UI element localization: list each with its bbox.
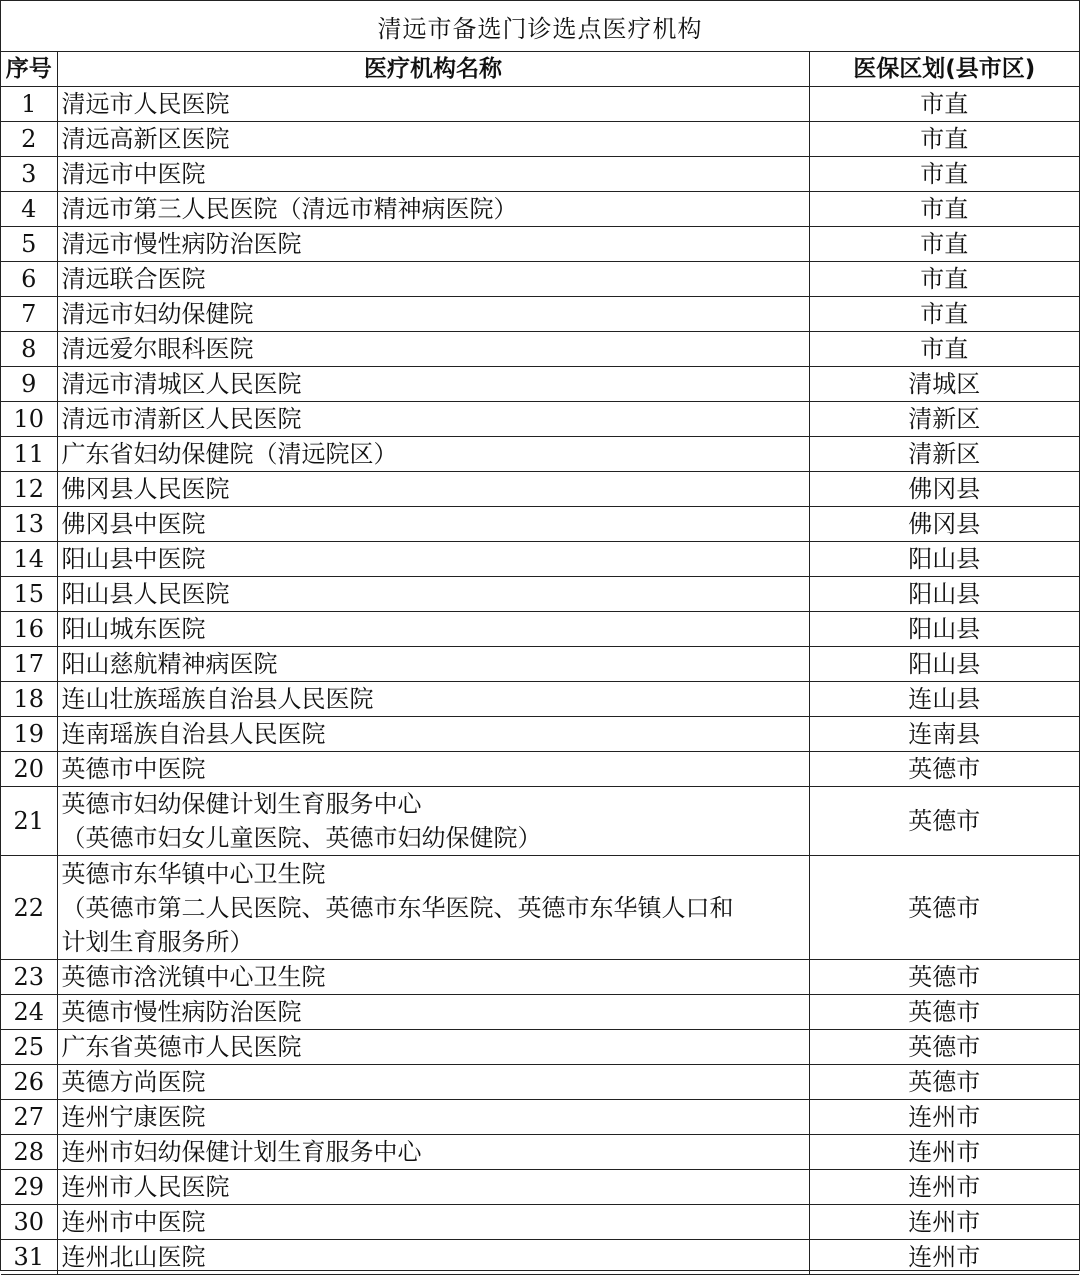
- institution-name-line: 清远联合医院: [61, 265, 206, 293]
- insurance-district: 连州市: [809, 1170, 1079, 1205]
- insurance-district: 英德市: [809, 1030, 1079, 1065]
- institution-name-line: 佛冈县人民医院: [61, 475, 230, 503]
- institution-name-line: 广东省妇幼保健院（清远院区）: [61, 440, 398, 468]
- institution-name-line: 广东省英德市人民医院: [61, 1033, 302, 1061]
- row-number: 2: [1, 122, 57, 157]
- institution-name-line: 英德市中医院: [61, 755, 206, 783]
- institution-name: [57, 856, 809, 960]
- institution-name-line: 清远市慢性病防治医院: [61, 230, 302, 258]
- table-row: [1, 1135, 1079, 1170]
- row-number: 26: [1, 1065, 57, 1100]
- row-number: 16: [1, 612, 57, 647]
- insurance-district: 市直: [809, 332, 1079, 367]
- insurance-district: 英德市: [809, 752, 1079, 787]
- row-number: 10: [1, 402, 57, 437]
- institution-name-line: 清远市第三人民医院（清远市精神病医院）: [61, 195, 518, 223]
- table-row: [1, 1030, 1079, 1065]
- institution-name: [57, 437, 809, 472]
- insurance-district: 阳山县: [809, 647, 1079, 682]
- institution-name: [57, 1135, 809, 1170]
- table-row: [1, 507, 1079, 542]
- table-row: [1, 122, 1079, 157]
- row-number: 27: [1, 1100, 57, 1135]
- institution-name: [57, 367, 809, 402]
- row-number: 4: [1, 192, 57, 227]
- institution-name: [57, 960, 809, 995]
- institution-table: [1, 52, 1079, 1275]
- table-row: [1, 1240, 1079, 1275]
- institution-name: [57, 157, 809, 192]
- table-row: [1, 717, 1079, 752]
- insurance-district: 连山县: [809, 682, 1079, 717]
- institution-name: [57, 612, 809, 647]
- row-number: 30: [1, 1205, 57, 1240]
- header-row: [1, 52, 1079, 87]
- table-row: [1, 612, 1079, 647]
- institution-name-line: 计划生育服务所）: [61, 927, 254, 956]
- header-name: 医疗机构名称: [57, 52, 809, 87]
- institution-name: [57, 472, 809, 507]
- insurance-district: 阳山县: [809, 577, 1079, 612]
- insurance-district: 清新区: [809, 402, 1079, 437]
- institution-name: [57, 717, 809, 752]
- header-num: 序号: [1, 52, 57, 87]
- insurance-district: 连州市: [809, 1135, 1079, 1170]
- table-row: [1, 995, 1079, 1030]
- row-number: 6: [1, 262, 57, 297]
- table-row: [1, 577, 1079, 612]
- institution-name-line: （英德市妇女儿童医院、英德市妇幼保健院）: [61, 824, 542, 852]
- table-row: [1, 752, 1079, 787]
- institution-name: [57, 787, 809, 856]
- institution-name-line: 连州宁康医院: [61, 1103, 206, 1131]
- institution-name: [57, 402, 809, 437]
- insurance-district: 市直: [809, 157, 1079, 192]
- insurance-district: 英德市: [809, 1065, 1079, 1100]
- institution-name-line: 清远市中医院: [61, 160, 206, 188]
- institution-name: [57, 682, 809, 717]
- row-number: 29: [1, 1170, 57, 1205]
- institution-name-line: 阳山城东医院: [61, 615, 206, 643]
- institution-name-line: 连州北山医院: [61, 1243, 206, 1271]
- table-row: [1, 297, 1079, 332]
- insurance-district: 市直: [809, 122, 1079, 157]
- row-number: 13: [1, 507, 57, 542]
- insurance-district: 佛冈县: [809, 507, 1079, 542]
- table-body: [1, 87, 1079, 1275]
- row-number: 3: [1, 157, 57, 192]
- table-row: [1, 472, 1079, 507]
- insurance-district: 阳山县: [809, 612, 1079, 647]
- institution-name-line: 连南瑶族自治县人民医院: [61, 720, 326, 748]
- table-row: [1, 157, 1079, 192]
- institution-name-line: 英德方尚医院: [61, 1068, 206, 1096]
- table-row: [1, 1065, 1079, 1100]
- table-row: [1, 367, 1079, 402]
- table-row: [1, 87, 1079, 122]
- institution-name: [57, 192, 809, 227]
- institution-name: [57, 1100, 809, 1135]
- row-number: 21: [1, 787, 57, 856]
- institution-name-line: 英德市妇幼保健计划生育服务中心: [61, 790, 422, 818]
- insurance-district: 英德市: [809, 856, 1079, 960]
- institution-name-line: 英德市浛洸镇中心卫生院: [61, 963, 326, 991]
- institution-name: [57, 1170, 809, 1205]
- institution-name: [57, 227, 809, 262]
- row-number: 14: [1, 542, 57, 577]
- institution-name-line: 清远市妇幼保健院: [61, 300, 254, 328]
- row-number: 7: [1, 297, 57, 332]
- row-number: 24: [1, 995, 57, 1030]
- row-number: 1: [1, 87, 57, 122]
- institution-name-line: 阳山慈航精神病医院: [61, 650, 278, 678]
- institution-name-line: 清远高新区医院: [61, 125, 230, 153]
- table-row: [1, 856, 1079, 960]
- institution-name: [57, 577, 809, 612]
- row-number: 22: [1, 856, 57, 960]
- row-number: 28: [1, 1135, 57, 1170]
- institution-name-line: 阳山县中医院: [61, 545, 206, 573]
- row-number: 11: [1, 437, 57, 472]
- table-row: [1, 262, 1079, 297]
- table-row: [1, 960, 1079, 995]
- row-number: 25: [1, 1030, 57, 1065]
- institution-name: [57, 507, 809, 542]
- insurance-district: 英德市: [809, 960, 1079, 995]
- table-row: [1, 647, 1079, 682]
- institution-name-line: 清远市人民医院: [61, 90, 230, 118]
- row-number: 8: [1, 332, 57, 367]
- table-row: [1, 437, 1079, 472]
- table-row: [1, 1100, 1079, 1135]
- institution-name: [57, 297, 809, 332]
- row-number: 19: [1, 717, 57, 752]
- institution-name: [57, 542, 809, 577]
- row-number: 18: [1, 682, 57, 717]
- institution-name-line: 佛冈县中医院: [61, 510, 206, 538]
- insurance-district: 阳山县: [809, 542, 1079, 577]
- institution-name-line: 连州市中医院: [61, 1208, 206, 1236]
- institution-name: [57, 262, 809, 297]
- table-row: [1, 332, 1079, 367]
- insurance-district: 市直: [809, 262, 1079, 297]
- institution-name-line: 英德市东华镇中心卫生院: [61, 859, 326, 888]
- row-number: 15: [1, 577, 57, 612]
- table-row: [1, 192, 1079, 227]
- insurance-district: 市直: [809, 227, 1079, 262]
- header-area: 医保区划(县市区): [809, 52, 1079, 87]
- insurance-district: 连州市: [809, 1240, 1079, 1275]
- institution-name: [57, 995, 809, 1030]
- institution-name: [57, 122, 809, 157]
- insurance-district: 连州市: [809, 1100, 1079, 1135]
- institution-name-line: 连州市妇幼保健计划生育服务中心: [61, 1138, 422, 1166]
- table-row: [1, 682, 1079, 717]
- institution-name: [57, 1240, 809, 1275]
- institution-name: [57, 1065, 809, 1100]
- row-number: 23: [1, 960, 57, 995]
- insurance-district: 连南县: [809, 717, 1079, 752]
- institution-name: [57, 1030, 809, 1065]
- table-row: [1, 1205, 1079, 1240]
- institution-name-line: 清远爱尔眼科医院: [61, 335, 254, 363]
- insurance-district: 连州市: [809, 1205, 1079, 1240]
- table-row: [1, 542, 1079, 577]
- institution-name-line: 英德市慢性病防治医院: [61, 998, 302, 1026]
- institution-name-line: 连山壮族瑶族自治县人民医院: [61, 685, 374, 713]
- insurance-district: 市直: [809, 87, 1079, 122]
- institution-name: [57, 752, 809, 787]
- institution-name-line: 清远市清新区人民医院: [61, 405, 302, 433]
- insurance-district: 英德市: [809, 995, 1079, 1030]
- table-title: 清远市备选门诊选点医疗机构: [1, 1, 1079, 52]
- institution-name-line: 清远市清城区人民医院: [61, 370, 302, 398]
- table-row: [1, 402, 1079, 437]
- institution-name-line: （英德市第二人民医院、英德市东华医院、英德市东华镇人口和: [61, 893, 734, 922]
- row-number: 9: [1, 367, 57, 402]
- insurance-district: 清新区: [809, 437, 1079, 472]
- insurance-district: 佛冈县: [809, 472, 1079, 507]
- row-number: 12: [1, 472, 57, 507]
- institution-name-line: 连州市人民医院: [61, 1173, 230, 1201]
- table-row: [1, 227, 1079, 262]
- insurance-district: 市直: [809, 192, 1079, 227]
- row-number: 17: [1, 647, 57, 682]
- insurance-district: 市直: [809, 297, 1079, 332]
- institution-name-line: 阳山县人民医院: [61, 580, 230, 608]
- row-number: 5: [1, 227, 57, 262]
- row-number: 31: [1, 1240, 57, 1275]
- institution-name: [57, 332, 809, 367]
- insurance-district: 英德市: [809, 787, 1079, 856]
- row-number: 20: [1, 752, 57, 787]
- table-row: [1, 1170, 1079, 1205]
- insurance-district: 清城区: [809, 367, 1079, 402]
- institution-name: [57, 1205, 809, 1240]
- institution-name: [57, 647, 809, 682]
- institution-name: [57, 87, 809, 122]
- table-row: [1, 787, 1079, 856]
